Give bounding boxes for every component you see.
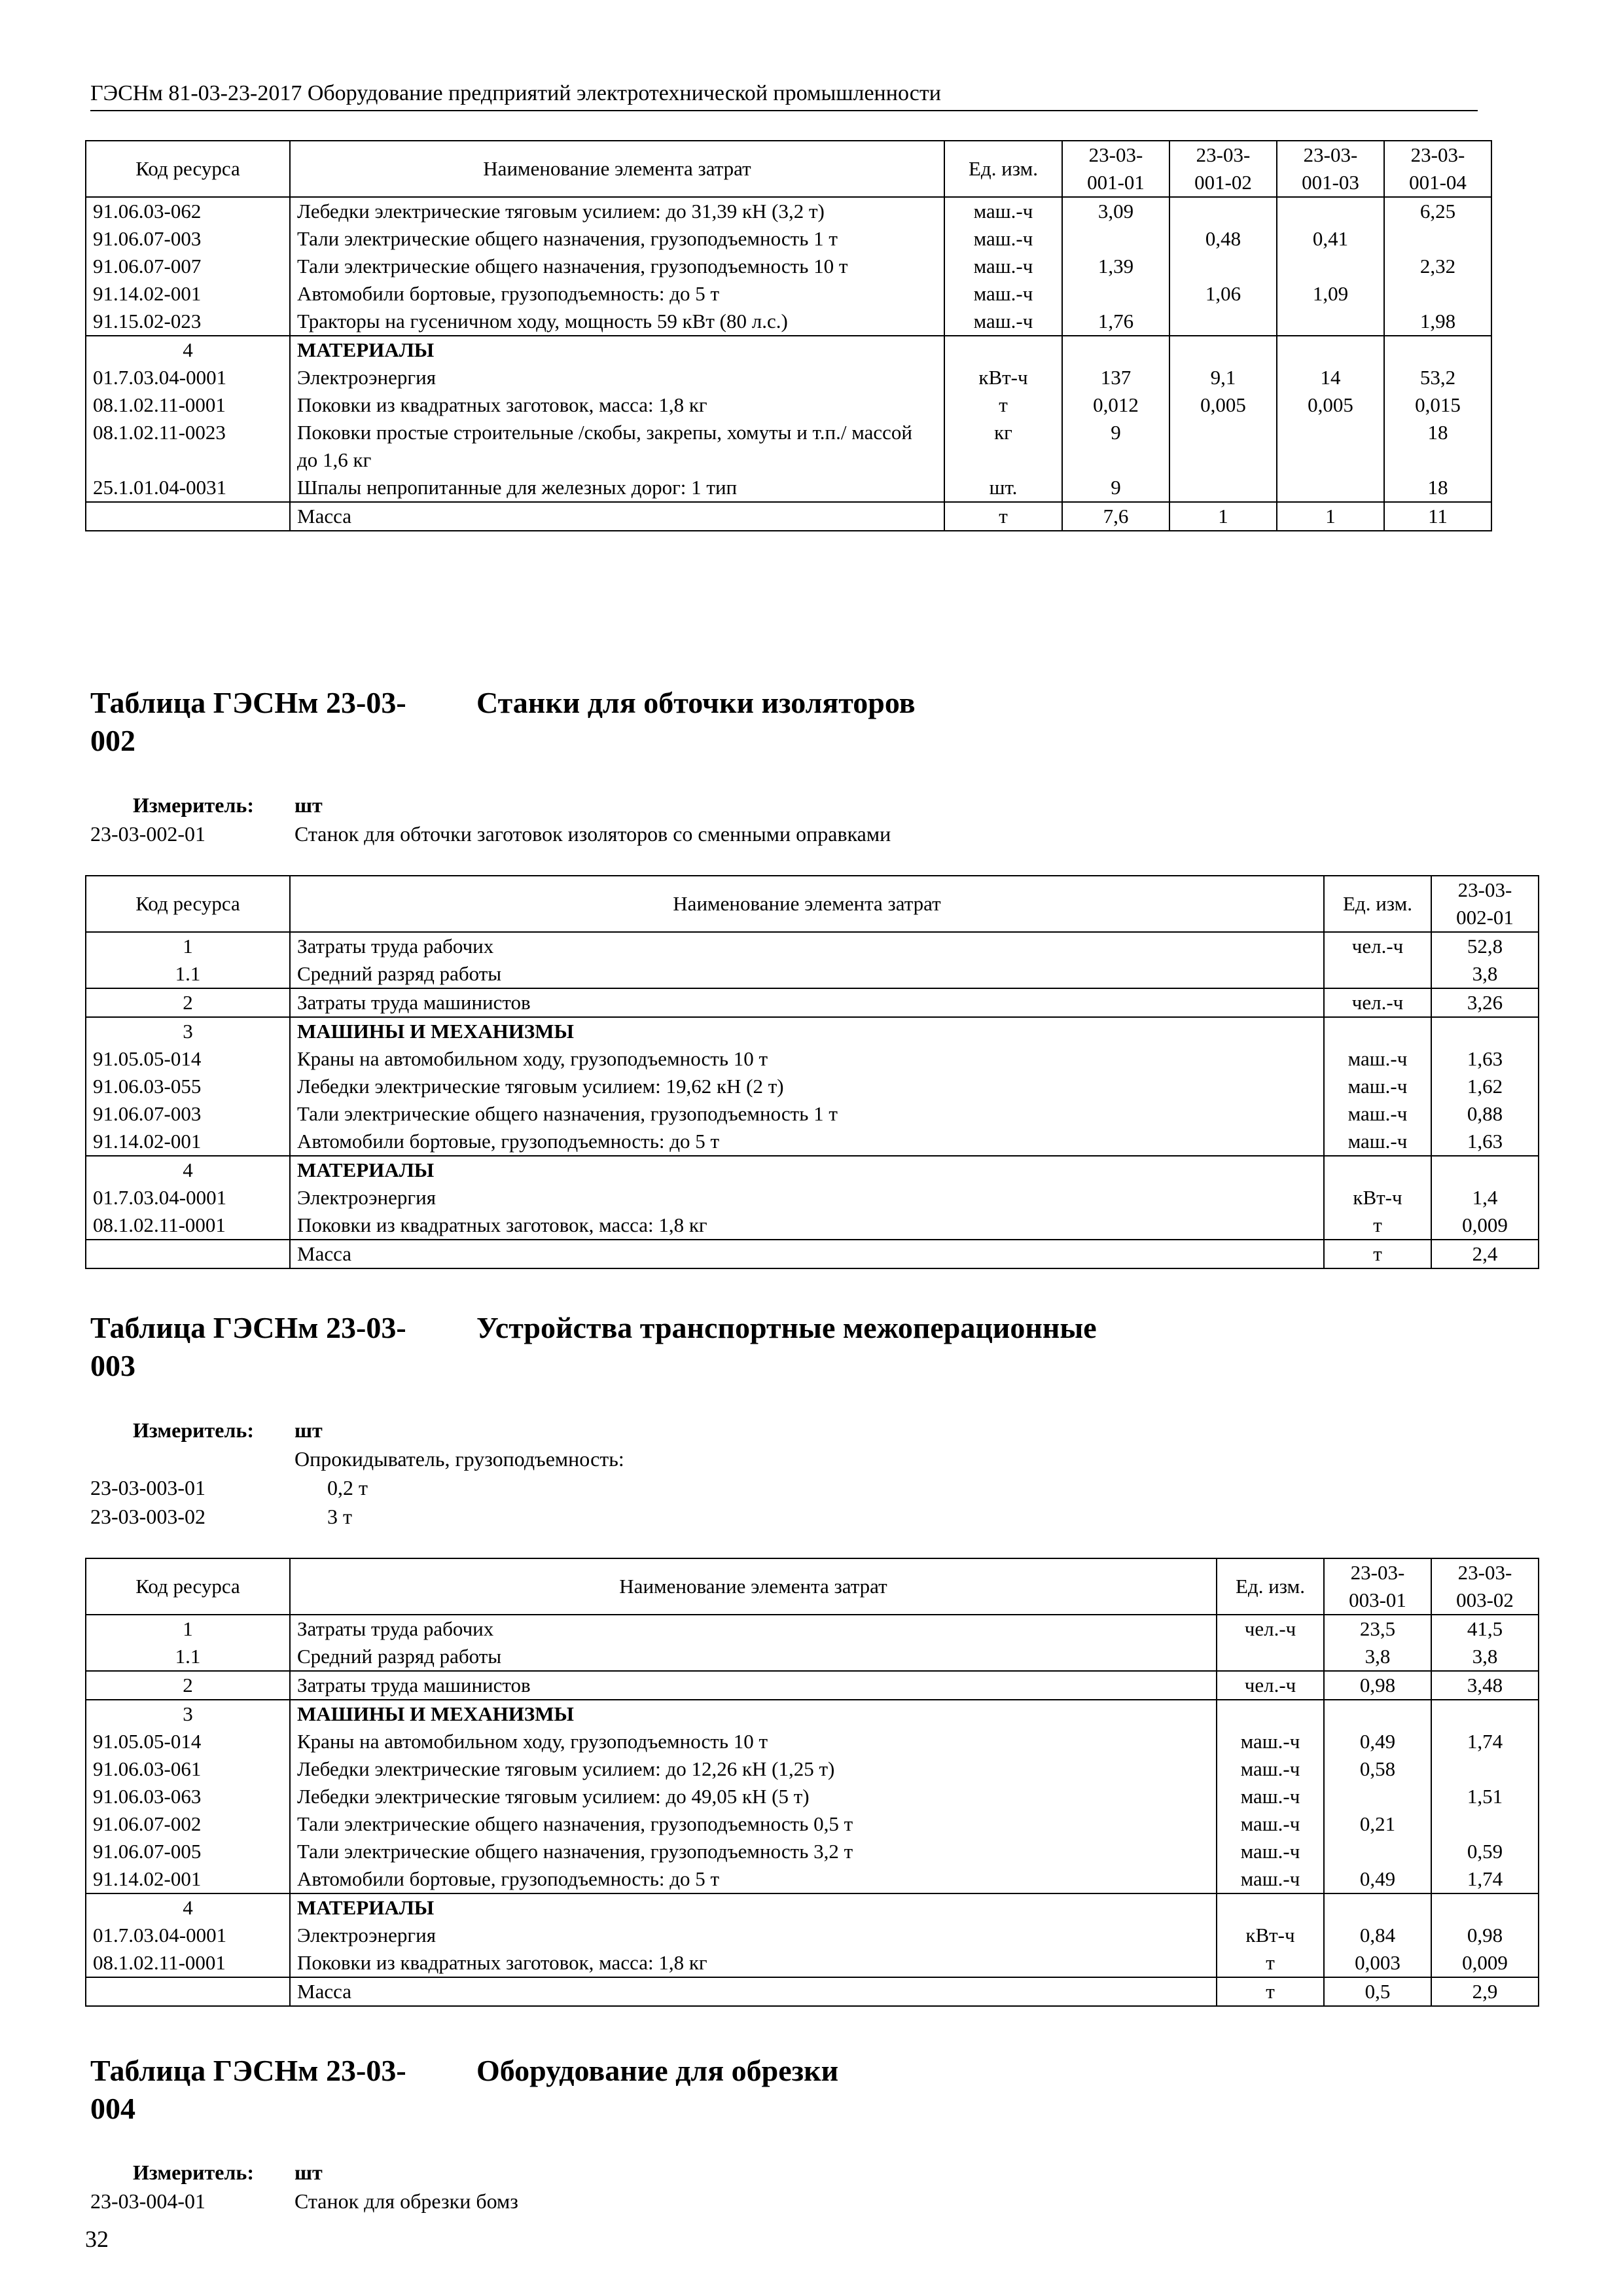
section-row: [86, 1615, 1539, 1643]
norm-description: Станок для обрезки бомз: [294, 2189, 518, 2213]
col-header-rate: 23-03- 001-03: [1277, 141, 1384, 197]
resource-value: [1277, 419, 1384, 474]
resource-code: 3: [86, 1700, 290, 1728]
table-row: [86, 280, 1491, 308]
resource-unit: кВт-ч: [1324, 1184, 1431, 1211]
resource-value: [1277, 474, 1384, 502]
resource-value: 0,41: [1277, 225, 1384, 253]
resource-value: 0,012: [1062, 391, 1169, 419]
meter-block-004: [90, 2158, 518, 2215]
table-row: [86, 1100, 1539, 1128]
resource-unit: [1324, 1017, 1431, 1045]
resource-name: Лебедки электрические тяговым усилием: 19,62 кН (2 т): [290, 1073, 1324, 1100]
resource-value: 1,74: [1431, 1865, 1539, 1893]
resource-name: Затраты труда машинистов: [290, 988, 1324, 1017]
resource-value: 0,98: [1431, 1922, 1539, 1949]
resource-name: МАТЕРИАЛЫ: [290, 1893, 1217, 1922]
resource-name: Средний разряд работы: [290, 1643, 1217, 1671]
resource-code: 91.06.07-002: [86, 1810, 290, 1838]
col-header-rate: 23-03- 001-01: [1062, 141, 1169, 197]
resource-code: 91.06.07-003: [86, 225, 290, 253]
resource-value: [1169, 419, 1277, 474]
resource-value: 1,98: [1384, 308, 1491, 336]
table-number: Таблица ГЭСНм 23-03- 002: [90, 686, 406, 757]
meter-label: Измеритель:: [133, 793, 254, 817]
meter-unit: шт: [294, 793, 323, 817]
meter-block-002: [90, 791, 891, 848]
section-row: [86, 932, 1539, 960]
resource-unit: чел.-ч: [1217, 1671, 1324, 1700]
col-header-name: Наименование элемента затрат: [290, 1558, 1217, 1615]
resource-name: Электроэнергия: [290, 364, 944, 391]
norm-item: [90, 819, 891, 848]
col-header-rate: 23-03- 001-04: [1384, 141, 1491, 197]
resource-value: [1062, 336, 1169, 364]
col-header-name: Наименование элемента затрат: [290, 141, 944, 197]
resource-name: Электроэнергия: [290, 1184, 1324, 1211]
resource-value: 1,62: [1431, 1073, 1539, 1100]
resource-unit: [1217, 1893, 1324, 1922]
norm-item: [90, 1473, 624, 1502]
resource-name: Краны на автомобильном ходу, грузоподъемность 10 т: [290, 1728, 1217, 1755]
resource-value: 0,21: [1324, 1810, 1431, 1838]
resource-value: [1169, 336, 1277, 364]
norm-item: [90, 2187, 518, 2215]
resource-value: 0,88: [1431, 1100, 1539, 1128]
resource-unit: маш.-ч: [1324, 1128, 1431, 1156]
resource-value: 18: [1384, 474, 1491, 502]
section-row: [86, 336, 1491, 364]
meter-unit: шт: [294, 2161, 323, 2184]
table-row: [86, 1949, 1539, 1977]
resource-value: [1169, 197, 1277, 225]
resource-name: Масса: [290, 1977, 1217, 2006]
resource-code: 91.14.02-001: [86, 1865, 290, 1893]
resource-value: 1,63: [1431, 1045, 1539, 1073]
table-row: [86, 308, 1491, 336]
table-name: Устройства транспортные межоперационные: [476, 1311, 1097, 1344]
resource-value: 0,003: [1324, 1949, 1431, 1977]
table-row: [86, 1810, 1539, 1838]
col-header-rate: 23-03- 003-02: [1431, 1558, 1539, 1615]
resource-name: Электроэнергия: [290, 1922, 1217, 1949]
resource-value: [1384, 280, 1491, 308]
resource-code: 1: [86, 932, 290, 960]
col-header-unit: Ед. изм.: [944, 141, 1062, 197]
resource-value: 1: [1169, 502, 1277, 531]
col-header-rate: 23-03- 002-01: [1431, 876, 1539, 932]
resource-unit: кВт-ч: [944, 364, 1062, 391]
table-row: [86, 225, 1491, 253]
resource-value: 0,015: [1384, 391, 1491, 419]
norm-item: [90, 1502, 624, 1531]
resource-value: 1,74: [1431, 1728, 1539, 1755]
resource-code: 1: [86, 1615, 290, 1643]
resource-value: 1,76: [1062, 308, 1169, 336]
resource-unit: т: [944, 391, 1062, 419]
resource-name: Тали электрические общего назначения, грузоподъемность 1 т: [290, 225, 944, 253]
table-row: [86, 1643, 1539, 1671]
table-name: Оборудование для обрезки: [476, 2054, 839, 2087]
resource-code: 08.1.02.11-0001: [86, 1949, 290, 1977]
table-row: [86, 1922, 1539, 1949]
resource-code: 3: [86, 1017, 290, 1045]
resource-value: 9: [1062, 474, 1169, 502]
resource-unit: [1217, 1700, 1324, 1728]
resource-table-23-03-002: [85, 875, 1539, 1269]
table-row: [86, 1728, 1539, 1755]
section-row: [86, 1240, 1539, 1268]
resource-value: [1277, 197, 1384, 225]
resource-unit: [1324, 960, 1431, 988]
table-row: [86, 1838, 1539, 1865]
section-row: [86, 1700, 1539, 1728]
resource-value: 23,5: [1324, 1615, 1431, 1643]
resource-value: 3,26: [1431, 988, 1539, 1017]
resource-name: Затраты труда рабочих: [290, 1615, 1217, 1643]
norm-code: 23-03-003-01: [90, 1476, 205, 1499]
table-row: [86, 1865, 1539, 1893]
resource-name: МАТЕРИАЛЫ: [290, 1156, 1324, 1184]
resource-value: [1062, 225, 1169, 253]
resource-value: [1431, 1893, 1539, 1922]
resource-name: Тракторы на гусеничном ходу, мощность 59 кВт (80 л.с.): [290, 308, 944, 336]
table-title-23-03-004: [90, 2052, 838, 2128]
resource-name: Автомобили бортовые, грузоподъемность: до 5 т: [290, 1128, 1324, 1156]
norm-description: 3 т: [327, 1505, 352, 1528]
resource-code: 08.1.02.11-0001: [86, 1211, 290, 1240]
resource-value: [1324, 1893, 1431, 1922]
resource-value: 3,09: [1062, 197, 1169, 225]
resource-value: 3,8: [1431, 1643, 1539, 1671]
resource-code: 25.1.01.04-0031: [86, 474, 290, 502]
resource-value: 0,98: [1324, 1671, 1431, 1700]
resource-name: Шпалы непропитанные для железных дорог: 1 тип: [290, 474, 944, 502]
resource-code: 91.05.05-014: [86, 1045, 290, 1073]
resource-value: 0,005: [1277, 391, 1384, 419]
col-header-code: Код ресурса: [86, 1558, 290, 1615]
running-header: ГЭСНм 81-03-23-2017 Оборудование предприятий электротехнической промышленности: [90, 79, 1478, 111]
resource-value: [1431, 1700, 1539, 1728]
resource-table-23-03-001: [85, 140, 1492, 531]
resource-code: 91.14.02-001: [86, 280, 290, 308]
resource-name: МАТЕРИАЛЫ: [290, 336, 944, 364]
resource-name: Краны на автомобильном ходу, грузоподъемность 10 т: [290, 1045, 1324, 1073]
page-number: 32: [85, 2226, 109, 2252]
resource-code: 2: [86, 988, 290, 1017]
resource-value: [1431, 1017, 1539, 1045]
resource-code: 4: [86, 336, 290, 364]
resource-name: Поковки из квадратных заготовок, масса: 1,8 кг: [290, 1949, 1217, 1977]
norm-code: 23-03-004-01: [90, 2189, 205, 2213]
resource-value: 0,009: [1431, 1211, 1539, 1240]
resource-code: [86, 1977, 290, 2006]
resource-value: [1277, 308, 1384, 336]
section-row: [86, 988, 1539, 1017]
resource-code: 2: [86, 1671, 290, 1700]
section-row: [86, 1893, 1539, 1922]
resource-value: [1277, 336, 1384, 364]
col-header-code: Код ресурса: [86, 876, 290, 932]
resource-unit: чел.-ч: [1324, 988, 1431, 1017]
resource-unit: т: [1217, 1949, 1324, 1977]
resource-name: Масса: [290, 1240, 1324, 1268]
resource-value: [1062, 280, 1169, 308]
resource-value: 1,39: [1062, 253, 1169, 280]
resource-name: МАШИНЫ И МЕХАНИЗМЫ: [290, 1017, 1324, 1045]
table-number: Таблица ГЭСНм 23-03- 003: [90, 1311, 406, 1382]
resource-unit: маш.-ч: [1217, 1810, 1324, 1838]
resource-value: 0,58: [1324, 1755, 1431, 1783]
table-row: [86, 960, 1539, 988]
resource-value: 11: [1384, 502, 1491, 531]
table-number: Таблица ГЭСНм 23-03- 004: [90, 2054, 406, 2125]
resource-unit: [1324, 1156, 1431, 1184]
resource-value: 0,84: [1324, 1922, 1431, 1949]
resource-unit: маш.-ч: [1324, 1100, 1431, 1128]
section-row: [86, 1671, 1539, 1700]
resource-code: 91.05.05-014: [86, 1728, 290, 1755]
section-row: [86, 1017, 1539, 1045]
col-header-rate: 23-03- 001-02: [1169, 141, 1277, 197]
resource-code: 08.1.02.11-0001: [86, 391, 290, 419]
meter-subtitle: Опрокидыватель, грузоподъемность:: [294, 1447, 624, 1471]
resource-unit: т: [1324, 1211, 1431, 1240]
resource-value: [1324, 1838, 1431, 1865]
resource-name: Затраты труда рабочих: [290, 932, 1324, 960]
resource-value: [1169, 308, 1277, 336]
table-row: [86, 253, 1491, 280]
resource-value: 0,5: [1324, 1977, 1431, 2006]
resource-code: 91.14.02-001: [86, 1128, 290, 1156]
resource-name: Затраты труда машинистов: [290, 1671, 1217, 1700]
resource-code: 91.06.03-062: [86, 197, 290, 225]
table-name: Станки для обточки изоляторов: [476, 686, 916, 719]
resource-value: 0,009: [1431, 1949, 1539, 1977]
resource-code: 08.1.02.11-0023: [86, 419, 290, 474]
col-header-rate: 23-03- 003-01: [1324, 1558, 1431, 1615]
resource-code: 4: [86, 1156, 290, 1184]
resource-unit: т: [1217, 1977, 1324, 2006]
resource-unit: кг: [944, 419, 1062, 474]
resource-unit: маш.-ч: [944, 308, 1062, 336]
resource-value: 1,4: [1431, 1184, 1539, 1211]
resource-unit: шт.: [944, 474, 1062, 502]
resource-value: [1277, 253, 1384, 280]
resource-name: Лебедки электрические тяговым усилием: до 31,39 кН (3,2 т): [290, 197, 944, 225]
resource-code: 1.1: [86, 960, 290, 988]
resource-code: 91.06.07-003: [86, 1100, 290, 1128]
resource-name: Поковки простые строительные /скобы, закрепы, хомуты и т.п./ массой до 1,6 кг: [290, 419, 944, 474]
resource-value: 1,51: [1431, 1783, 1539, 1810]
resource-name: Средний разряд работы: [290, 960, 1324, 988]
resource-value: 0,49: [1324, 1865, 1431, 1893]
resource-value: [1169, 253, 1277, 280]
resource-unit: кВт-ч: [1217, 1922, 1324, 1949]
resource-unit: маш.-ч: [1217, 1728, 1324, 1755]
resource-unit: маш.-ч: [1217, 1838, 1324, 1865]
resource-value: 7,6: [1062, 502, 1169, 531]
resource-value: 53,2: [1384, 364, 1491, 391]
resource-value: [1431, 1755, 1539, 1783]
resource-unit: чел.-ч: [1217, 1615, 1324, 1643]
resource-value: 18: [1384, 419, 1491, 474]
resource-unit: чел.-ч: [1324, 932, 1431, 960]
resource-value: 3,8: [1324, 1643, 1431, 1671]
section-row: [86, 1156, 1539, 1184]
resource-value: [1384, 336, 1491, 364]
table-row: [86, 1783, 1539, 1810]
resource-value: 137: [1062, 364, 1169, 391]
resource-value: 41,5: [1431, 1615, 1539, 1643]
resource-name: Поковки из квадратных заготовок, масса: 1,8 кг: [290, 1211, 1324, 1240]
resource-value: [1324, 1783, 1431, 1810]
resource-name: Поковки из квадратных заготовок, масса: 1,8 кг: [290, 391, 944, 419]
resource-value: 9,1: [1169, 364, 1277, 391]
resource-unit: маш.-ч: [944, 197, 1062, 225]
resource-name: Автомобили бортовые, грузоподъемность: до 5 т: [290, 1865, 1217, 1893]
table-row: [86, 1211, 1539, 1240]
resource-value: [1384, 225, 1491, 253]
resource-unit: маш.-ч: [944, 280, 1062, 308]
norm-code: 23-03-003-02: [90, 1505, 205, 1528]
table-row: [86, 391, 1491, 419]
col-header-code: Код ресурса: [86, 141, 290, 197]
resource-value: 0,49: [1324, 1728, 1431, 1755]
norm-description: Станок для обточки заготовок изоляторов со сменными оправками: [294, 822, 891, 846]
resource-code: 91.06.03-055: [86, 1073, 290, 1100]
resource-value: 1,06: [1169, 280, 1277, 308]
resource-value: 0,005: [1169, 391, 1277, 419]
resource-code: 91.06.03-061: [86, 1755, 290, 1783]
resource-value: 1,09: [1277, 280, 1384, 308]
resource-unit: т: [1324, 1240, 1431, 1268]
resource-code: [86, 502, 290, 531]
resource-value: [1431, 1156, 1539, 1184]
table-row: [86, 1073, 1539, 1100]
table-row: [86, 419, 1491, 474]
table-title-23-03-002: [90, 684, 916, 760]
resource-unit: [944, 336, 1062, 364]
col-header-name: Наименование элемента затрат: [290, 876, 1324, 932]
resource-code: [86, 1240, 290, 1268]
resource-value: [1169, 474, 1277, 502]
table-row: [86, 474, 1491, 502]
resource-code: 01.7.03.04-0001: [86, 364, 290, 391]
resource-name: Лебедки электрические тяговым усилием: до 12,26 кН (1,25 т): [290, 1755, 1217, 1783]
resource-code: 1.1: [86, 1643, 290, 1671]
resource-unit: маш.-ч: [944, 253, 1062, 280]
resource-name: Тали электрические общего назначения, грузоподъемность 3,2 т: [290, 1838, 1217, 1865]
resource-code: 91.15.02-023: [86, 308, 290, 336]
resource-value: 9: [1062, 419, 1169, 474]
table-row: [86, 197, 1491, 225]
resource-code: 01.7.03.04-0001: [86, 1184, 290, 1211]
resource-value: 3,8: [1431, 960, 1539, 988]
col-header-unit: Ед. изм.: [1324, 876, 1431, 932]
resource-value: 52,8: [1431, 932, 1539, 960]
table-row: [86, 1045, 1539, 1073]
resource-unit: маш.-ч: [1217, 1865, 1324, 1893]
resource-name: Тали электрические общего назначения, грузоподъемность 10 т: [290, 253, 944, 280]
table-row: [86, 364, 1491, 391]
resource-value: [1324, 1700, 1431, 1728]
table-row: [86, 1184, 1539, 1211]
resource-unit: [1217, 1643, 1324, 1671]
table-row: [86, 1128, 1539, 1156]
meter-block-003: [90, 1416, 624, 1531]
resource-unit: маш.-ч: [1324, 1045, 1431, 1073]
resource-value: 2,4: [1431, 1240, 1539, 1268]
meter-unit: шт: [294, 1418, 323, 1442]
section-row: [86, 1977, 1539, 2006]
resource-value: 2,9: [1431, 1977, 1539, 2006]
resource-name: Автомобили бортовые, грузоподъемность: до 5 т: [290, 280, 944, 308]
table-title-23-03-003: [90, 1309, 1097, 1385]
resource-value: 3,48: [1431, 1671, 1539, 1700]
resource-name: Лебедки электрические тяговым усилием: до 49,05 кН (5 т): [290, 1783, 1217, 1810]
norm-description: 0,2 т: [327, 1476, 368, 1499]
resource-code: 91.06.07-007: [86, 253, 290, 280]
resource-name: Тали электрические общего назначения, грузоподъемность 1 т: [290, 1100, 1324, 1128]
meter-label: Измеритель:: [133, 1418, 254, 1442]
resource-unit: маш.-ч: [1217, 1783, 1324, 1810]
resource-value: 14: [1277, 364, 1384, 391]
meter-label: Измеритель:: [133, 2161, 254, 2184]
col-header-unit: Ед. изм.: [1217, 1558, 1324, 1615]
resource-code: 4: [86, 1893, 290, 1922]
resource-name: Тали электрические общего назначения, грузоподъемность 0,5 т: [290, 1810, 1217, 1838]
section-row: [86, 502, 1491, 531]
resource-value: 1,63: [1431, 1128, 1539, 1156]
resource-unit: маш.-ч: [1324, 1073, 1431, 1100]
resource-value: 1: [1277, 502, 1384, 531]
resource-name: Масса: [290, 502, 944, 531]
resource-value: 2,32: [1384, 253, 1491, 280]
resource-code: 91.06.07-005: [86, 1838, 290, 1865]
resource-code: 91.06.03-063: [86, 1783, 290, 1810]
resource-unit: маш.-ч: [944, 225, 1062, 253]
norm-code: 23-03-002-01: [90, 822, 205, 846]
resource-value: 6,25: [1384, 197, 1491, 225]
resource-table-23-03-003: [85, 1558, 1539, 2007]
resource-unit: т: [944, 502, 1062, 531]
resource-name: МАШИНЫ И МЕХАНИЗМЫ: [290, 1700, 1217, 1728]
resource-value: 0,59: [1431, 1838, 1539, 1865]
table-row: [86, 1755, 1539, 1783]
resource-value: [1431, 1810, 1539, 1838]
resource-value: 0,48: [1169, 225, 1277, 253]
resource-code: 01.7.03.04-0001: [86, 1922, 290, 1949]
resource-unit: маш.-ч: [1217, 1755, 1324, 1783]
